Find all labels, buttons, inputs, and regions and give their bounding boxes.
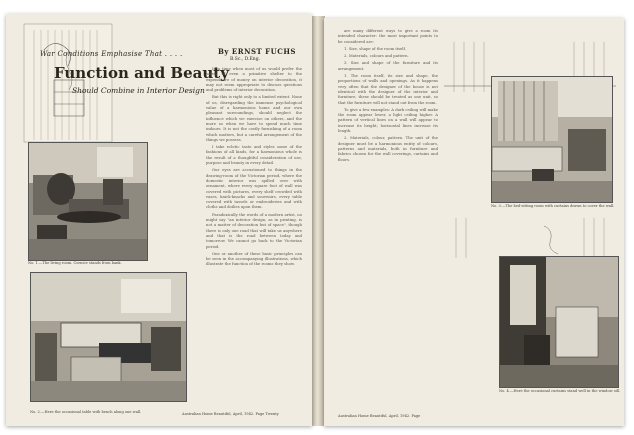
author-credentials: B.Sc., D.Eng. bbox=[230, 57, 261, 62]
caption-occasional-table: No. 2.—Here the occasional table with bench along one wall. bbox=[30, 410, 142, 414]
article-kicker: War Conditions Emphasise That . . . . bbox=[40, 50, 183, 58]
right-body-paragraph: 2. Materials, colour, pattern. The unit of the designer must be a harmonious entity of colours, patterns and materials, both in furniture and fabrics chosen for the wall coverings, curtains and floors. bbox=[338, 135, 438, 162]
caption-occasional-curtains: No. 4.—Here the occasional curtains stand well in the window sill. bbox=[499, 389, 621, 393]
left-body-paragraph: Paradoxically the words of a modern artist, no might say "an interior design, as in printing, is not a matter of decoration but of space", though there is only one road that will take us anywhere and that is the road between today and tomorrow. We cannot go back to the Victorian period. bbox=[206, 211, 302, 249]
occasional-table-photo bbox=[30, 272, 187, 402]
left-page bbox=[6, 14, 312, 426]
caption-bed-sitting-room: No. 3.—The bed-sitting room with curtains drawn to cover the wall. bbox=[491, 204, 615, 208]
right-body-paragraph: 1. Size, shape of the room itself. bbox=[344, 45, 406, 51]
body-col1 bbox=[206, 66, 302, 165]
right-body-paragraph: 2. Materials, colours and pattern. bbox=[344, 53, 409, 59]
author-byline: By ERNST FUCHS bbox=[218, 47, 296, 56]
right-body bbox=[338, 28, 438, 162]
occasional-curtains-photo bbox=[499, 256, 619, 388]
right-body-paragraph: To give a few examples: A dark ceiling will make the room appear lower, a light ceiling higher. A pattern of vertical lines on a wall will appear to increase its height; horizontal lines increase its length. bbox=[338, 106, 438, 134]
body-column-right bbox=[206, 66, 302, 411]
body-col2 bbox=[206, 167, 302, 266]
left-body-paragraph: One or another of these basic principles can be seen in the accompanying illustrations, which illustrate the function of the rooms they show. bbox=[206, 250, 302, 267]
bed-sitting-room-photo bbox=[491, 76, 613, 203]
right-page bbox=[324, 18, 624, 426]
window-curtain-illustration bbox=[444, 218, 616, 258]
right-body-paragraph: are many different ways to give a room its intended character: the most important points to be considered are: bbox=[338, 28, 438, 44]
article-title: Function and Beauty bbox=[54, 64, 229, 82]
left-body-paragraph: Our eyes are accustomed to things in the drawing-room of the Victorian period, where the domestic interior was spilled over with ornament, where every square foot of wall was covered with pictures, every shelf crowded with vases, knick-knacks and souvenirs, every table covered with tassels or embroideries and with cloths and doilies upon them. bbox=[206, 167, 302, 210]
right-body-paragraph: 1. The room itself, its size and shape, the proportions of walls and openings. As it happens very often that the designer of the house is not identical with the designer of the interior and furniture, these should be treated as one unit, so that the furniture will not stand out from the room. bbox=[338, 73, 438, 105]
book-gutter bbox=[311, 16, 325, 426]
body-column-right-page bbox=[338, 28, 438, 413]
left-body-paragraph: But this is right only to a limited extent. None of us, disregarding the immense psychological value of a harmonious home and our own pleasant surroundings, should neglect the influence which we exercise on others, and the more so when we have to spend much time indoors. It is not the costly furnishing of a room which matters, but a careful arrangement of the things we possess. bbox=[206, 94, 302, 142]
left-page-footer: Australian Home Beautiful, April, 1942. Page Twenty bbox=[182, 412, 279, 416]
right-page-footer: Australian Home Beautiful, April, 1942. Page bbox=[338, 414, 421, 418]
left-body-paragraph: In a time when most of us would prefer the safety of even a primitive shelter to the expenditure of money on interior decoration, it may not seem appropriate to discuss questions and problems of interior decoration. bbox=[206, 66, 302, 93]
caption-living-room: No. 1.—The living room. Cornice stands from bank. bbox=[28, 261, 122, 265]
living-room-photo bbox=[28, 142, 148, 261]
article-subtitle: Should Combine in Interior Design bbox=[72, 86, 205, 95]
hanging-planter-illustration bbox=[14, 20, 119, 145]
right-body-paragraph: 3. Size and shape of the furniture and its arrangement. bbox=[338, 60, 438, 71]
left-body-paragraph: I take ecletic taste and styles some of the fashions of all kinds, for a harmonious whole is the result of a thoughtful consideration of use, purpose and beauty in every detail. bbox=[206, 144, 302, 166]
